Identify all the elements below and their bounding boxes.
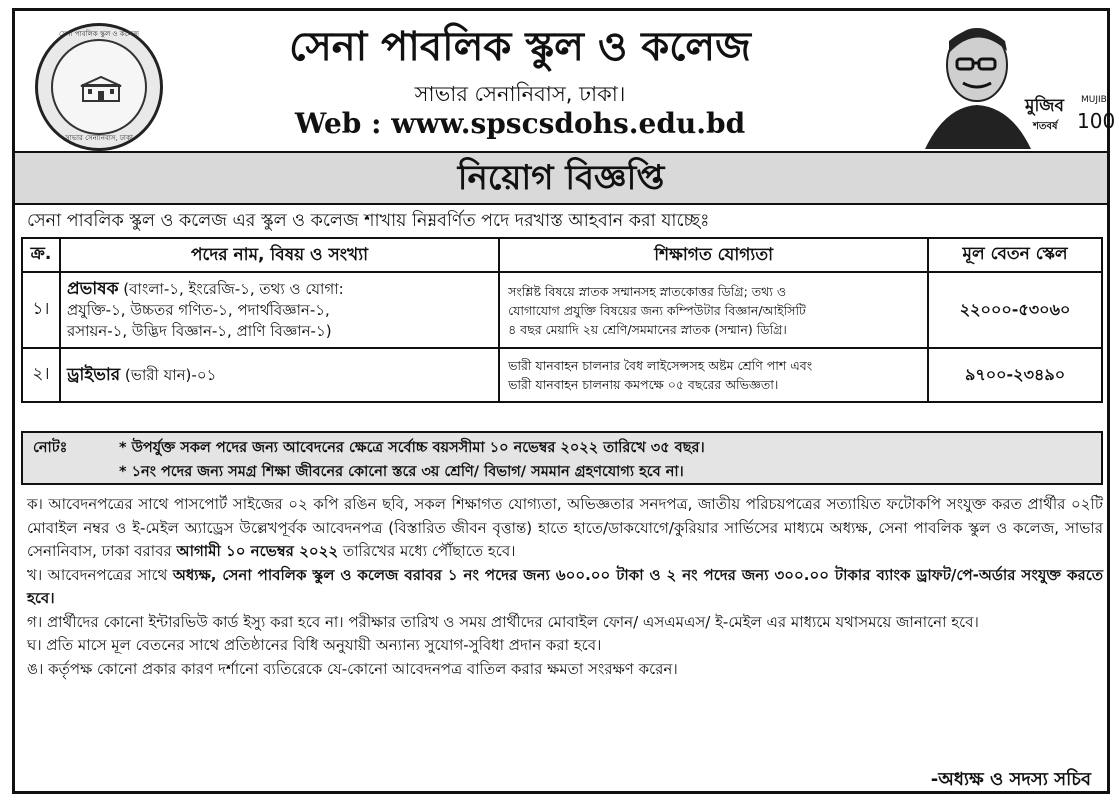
qualification-line: যোগাযোগ প্রযুক্তি বিষয়ের জন্য কম্পিউটার বিজ্ঞান/আইসিটি: [508, 302, 806, 318]
col-qualification: শিক্ষাগত যোগ্যতা: [499, 238, 928, 272]
mujib-badge-number: 100: [1077, 109, 1116, 133]
row-pay-scale: ৯৭০০-২৩৪৯০: [928, 348, 1102, 402]
signature: -অধ্যক্ষ ও সদস্য সচিব: [930, 769, 1091, 790]
school-logo: [35, 23, 163, 151]
posts-table: [21, 237, 1103, 403]
mujib-badge-en: MUJIB: [1081, 95, 1107, 105]
job-circular: [12, 8, 1116, 794]
qualification-line: ৪ বছর মেয়াদি ২য় শ্রেণি/সমমানের স্নাতক (সম্মান) ডিগ্রি।: [508, 321, 787, 337]
row-qualification: [499, 272, 928, 348]
post-details: (ভারী যান)-০১: [120, 365, 217, 384]
post-details: প্রযুক্তি-১, উচ্চতর গণিত-১, পদার্থবিজ্ঞান-১,: [66, 300, 330, 319]
post-details: (বাংলা-১, ইংরেজি-১, তথ্য ও যোগা:: [118, 279, 344, 298]
instruction-text: ক। আবেদনপত্রের সাথে পাসপোর্ট সাইজের ০২ কপি রঙিন ছবি, সকল শিক্ষাগত যোগ্যতা, অভিজ্ঞতার সনদপত্র, জাতীয় পরিচয়পত্রের সত্যায়িত ফটোকপি সংযুক্ত করত প্রার্থীর ০২টি মোবাইল নম্বর ও ই-মেইল অ্যাড্রেস উল্লেখপূর্বক আবেদনপত্র (বিস্তারিত জীবন বৃত্তান্ত) হাতে হাতে/ডাকযোগে/কুরিয়ার সার্ভিসের মাধ্যমে অধ্যক্ষ, সেনা পাবলিক স্কুল ও কলেজ, সাভার সেনানিবাস, ঢাকা বরাবর: [27, 495, 1103, 560]
school-website: Web : www.spscsdohs.edu.bd: [294, 107, 746, 140]
instruction-kha: [27, 564, 1103, 611]
instruction-ga: গ। প্রার্থীদের কোনো ইন্টারভিউ কার্ড ইস্যু করা হবে না। পরীক্ষার তারিখ ও সময় প্রার্থীদের মোবাইল ফোন/ এসএমএস/ ই-মেইল এর মাধ্যমে যথাসময়ে জানানো হবে।: [27, 612, 979, 631]
note-box: [21, 431, 1103, 485]
row-pay-scale: ২২০০০-৫৩০৬০: [928, 272, 1102, 348]
logo-ring-text: সেনা পাবলিক স্কুল ও কলেজ: [59, 30, 139, 38]
notice-title: নিয়োগ বিজ্ঞপ্তি: [457, 158, 665, 198]
mujib-centenary-logo: [915, 19, 1116, 149]
logo-inner-circle: [51, 39, 147, 135]
mujib-badge: [1025, 93, 1116, 143]
note-label: নোটঃ: [33, 440, 68, 456]
row-post: [60, 272, 499, 348]
note-line: * ১নং পদের জন্য সমগ্র শিক্ষা জীবনের কোনো স্তরে ৩য় শ্রেণি/ বিভাগ/ সমমান গ্রহণযোগ্য হবে না।: [119, 464, 684, 480]
col-serial: ক্র.: [22, 238, 60, 272]
instruction-text: তারিখের মধ্যে পৌঁছাতে হবে।: [338, 542, 516, 560]
row-qualification: [499, 348, 928, 402]
post-details: রসায়ন-১, উদ্ভিদ বিজ্ঞান-১, প্রাণি বিজ্ঞান-১): [66, 321, 332, 340]
instruction-gha: ঘ। প্রতি মাসে মূল বেতনের সাথে প্রতিষ্ঠানের বিধি অনুযায়ী অন্যান্য সুযোগ-সুবিধা প্রদান করা হবে।: [27, 636, 602, 654]
table-row: [22, 272, 1102, 348]
school-name: সেনা পাবলিক স্কুল ও কলেজ: [289, 24, 751, 70]
header: [15, 11, 1116, 149]
deadline-text: আগামী ১০ নভেম্বর ২০২২: [176, 542, 339, 560]
table-header-row: [22, 238, 1102, 272]
note-line: * উপর্যুক্ত সকল পদের জন্য আবেদনের ক্ষেত্রে সর্বোচ্চ বয়সসীমা ১০ নভেম্বর ২০২২ তারিখে ৩৫ বছর।: [119, 440, 705, 456]
post-title: ড্রাইভার: [66, 364, 121, 385]
qualification-line: ভারী যানবাহন চালনার বৈধ লাইসেন্সসহ অষ্টম শ্রেণি পাশ এবং: [508, 358, 813, 373]
table-row: [22, 348, 1102, 402]
instruction-uma: ঙ। কর্তৃপক্ষ কোনো প্রকার কারণ দর্শানো ব্যতিরেকে যে-কোনো আবেদনপত্র বাতিল করার ক্ষমতা সংরক্ষণ করেন।: [27, 659, 678, 678]
instructions: [27, 493, 1103, 681]
fee-text: অধ্যক্ষ, সেনা পাবলিক স্কুল ও কলেজ বরাবর ১ নং পদের জন্য ৬০০.০০ টাকা ও ২ নং পদের জন্য ৩০০.০০ টাকার ব্যাংক ড্রাফট/পে-অর্ডার সংযুক্ত করতে হবে।: [27, 565, 1103, 607]
building-icon: [79, 75, 123, 103]
mujib-badge-bn: মুজিব: [1025, 96, 1064, 116]
instruction-ka: [27, 493, 1103, 564]
qualification-line: ভারী যানবাহন চালনায় কমপক্ষে ০৫ বছরের অভিজ্ঞতা।: [508, 377, 779, 392]
logo-ring-bottom: সাভার সেনানিবাস, ঢাকা: [65, 134, 133, 142]
instruction-text: খ। আবেদনপত্রের সাথে: [27, 565, 173, 584]
row-serial: ১।: [22, 272, 60, 348]
row-post: [60, 348, 499, 402]
qualification-line: সংশ্লিষ্ট বিষয়ে স্নাতক সম্মানসহ স্নাতকোত্তর ডিগ্রি; তথ্য ও: [508, 283, 787, 299]
row-serial: ২।: [22, 348, 60, 402]
portrait-icon: [915, 19, 1035, 149]
intro-text: সেনা পাবলিক স্কুল ও কলেজ এর স্কুল ও কলেজ শাখায় নিম্নবর্ণিত পদে দরখাস্ত আহবান করা যাচ্ছেঃ: [27, 211, 710, 231]
notice-title-band: [15, 151, 1107, 205]
post-title: প্রভাষক: [66, 278, 119, 299]
col-pay-scale: মূল বেতন স্কেল: [928, 238, 1102, 272]
col-post: পদের নাম, বিষয় ও সংখ্যা: [60, 238, 499, 272]
mujib-badge-bn2: শতবর্ষ: [1033, 121, 1058, 132]
school-address: সাভার সেনানিবাস, ঢাকা।: [414, 82, 626, 106]
